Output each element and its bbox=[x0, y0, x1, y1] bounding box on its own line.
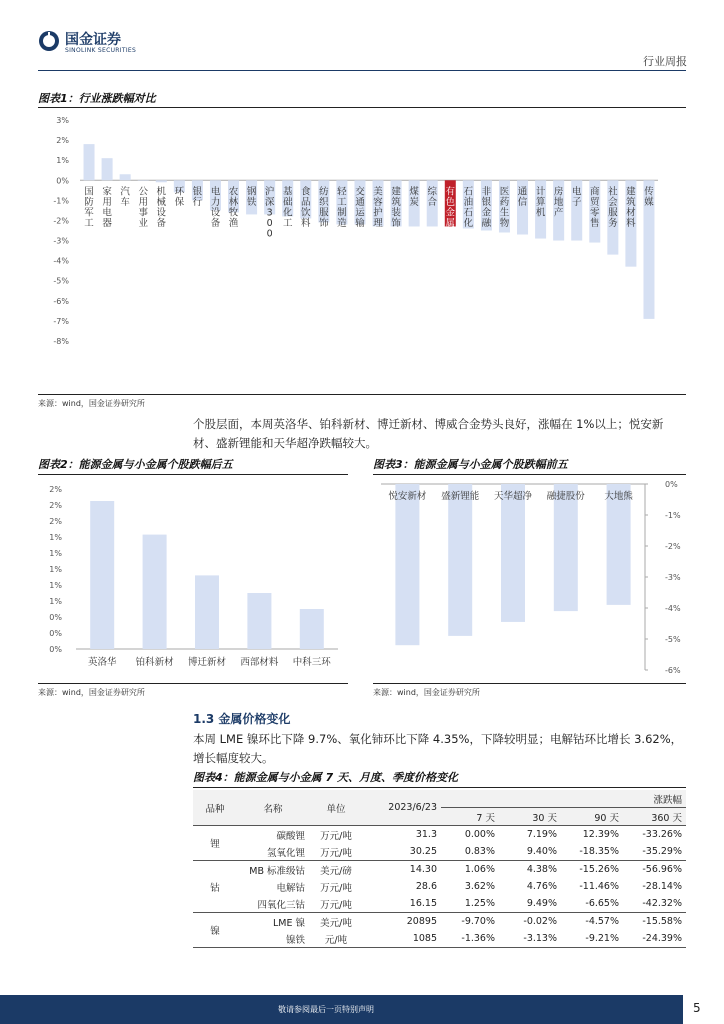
x-tick-label: 悦安新材 bbox=[388, 491, 427, 502]
x-tick-label: 机械设备 bbox=[156, 186, 167, 229]
fig1-source: 来源：wind，国金证券研究所 bbox=[38, 399, 145, 408]
logo bbox=[38, 28, 158, 54]
table-cell: LME 镍 bbox=[272, 917, 305, 929]
table-cell: MB 标准级钴 bbox=[249, 865, 305, 877]
bar bbox=[195, 575, 219, 649]
fig3-title: 图表3：能源金属与小金属个股跌幅前五 bbox=[373, 458, 568, 471]
y-tick-label: -5% bbox=[53, 276, 69, 286]
table-cell: 28.6 bbox=[415, 881, 437, 892]
table-cell: 万元/吨 bbox=[309, 843, 363, 861]
report-type: 行业周报 bbox=[643, 55, 687, 68]
x-tick-label: 医药生物 bbox=[499, 186, 510, 229]
bar bbox=[143, 535, 167, 649]
fig1-source-rule bbox=[38, 394, 686, 395]
fig3-source: 来源：wind，国金证券研究所 bbox=[373, 688, 480, 697]
fig1-title: 图表1：行业涨跌幅对比 bbox=[38, 92, 156, 105]
fig3-title-rule bbox=[373, 474, 686, 475]
col-header-group: 涨跌幅 bbox=[441, 790, 686, 808]
y-tick-label: -3% bbox=[53, 236, 69, 246]
table-cell: 电解钴 bbox=[276, 882, 305, 894]
table-row bbox=[193, 878, 686, 895]
table-cell: -9.21% bbox=[561, 930, 623, 948]
y-tick-label: 0% bbox=[49, 629, 62, 638]
table-row bbox=[193, 861, 686, 879]
table-cell: -35.29% bbox=[623, 843, 686, 861]
col-header: 名称 bbox=[237, 790, 309, 826]
table-cell: 16.15 bbox=[363, 895, 441, 913]
table-cell: -1.36% bbox=[441, 930, 499, 948]
category-cell: 锂 bbox=[193, 826, 237, 861]
fig4-title-rule bbox=[193, 787, 686, 788]
fig2-chart bbox=[38, 478, 348, 678]
bar bbox=[395, 484, 419, 645]
x-tick-label: 钢铁 bbox=[246, 186, 257, 208]
x-tick-label: 商贸零售 bbox=[590, 186, 600, 229]
fig2-title: 图表2：能源金属与小金属个股跌幅后五 bbox=[38, 458, 233, 471]
y-tick-label: -5% bbox=[665, 635, 681, 644]
x-tick-label: 美容护理 bbox=[373, 186, 383, 229]
x-tick-label: 基础化工 bbox=[282, 186, 293, 229]
logo-mark-icon bbox=[38, 30, 60, 52]
x-tick-label: 传媒 bbox=[644, 186, 654, 208]
bar bbox=[554, 484, 578, 611]
table-cell: 9.49% bbox=[499, 895, 561, 913]
table-cell: -15.58% bbox=[642, 916, 682, 927]
table-row bbox=[193, 843, 686, 861]
category-cell: 钴 bbox=[193, 861, 237, 913]
x-tick-label: 食品饮料 bbox=[301, 186, 311, 229]
section-text: 本周 LME 镍环比下降 9.7%、氧化铈环比下降 4.35%，下降较明显；电解钴环比增长 3.62%，增长幅度较大。 bbox=[193, 732, 683, 765]
y-tick-label: 0% bbox=[56, 176, 69, 186]
table-cell: 14.30 bbox=[409, 864, 437, 875]
bar bbox=[156, 180, 167, 182]
y-tick-label: 1% bbox=[49, 533, 62, 542]
fig3-chart bbox=[373, 476, 686, 680]
table-cell: 30.25 bbox=[363, 843, 441, 861]
bar bbox=[247, 593, 271, 649]
col-header: 360 天 bbox=[623, 808, 686, 826]
y-tick-label: -2% bbox=[665, 542, 681, 551]
table-cell: 12.39% bbox=[582, 829, 619, 840]
page-number: 5 bbox=[693, 1001, 701, 1015]
x-tick-label: 建筑装饰 bbox=[391, 186, 401, 229]
y-tick-label: -6% bbox=[665, 666, 681, 675]
y-tick-label: 1% bbox=[49, 581, 62, 590]
x-tick-label: 电子 bbox=[571, 186, 582, 208]
price-table bbox=[193, 790, 686, 948]
table-cell: 碳酸锂 bbox=[276, 830, 305, 842]
table-cell: 9.40% bbox=[499, 843, 561, 861]
table-cell: -11.46% bbox=[579, 881, 619, 892]
table-cell: -18.35% bbox=[561, 843, 623, 861]
y-tick-label: 1% bbox=[56, 156, 69, 166]
col-header: 品种 bbox=[193, 790, 237, 826]
bar bbox=[448, 484, 472, 636]
y-tick-label: -3% bbox=[665, 573, 681, 582]
x-tick-label: 有色金属 bbox=[445, 186, 456, 229]
x-tick-label: 融捷股份 bbox=[546, 491, 585, 502]
col-header: 90 天 bbox=[561, 808, 623, 826]
x-tick-label: 通信 bbox=[517, 186, 528, 208]
table-row bbox=[193, 895, 686, 913]
y-tick-label: 0% bbox=[49, 645, 62, 654]
table-cell: 美元/吨 bbox=[320, 917, 352, 929]
col-header: 2023/6/23 bbox=[363, 790, 441, 826]
bar bbox=[607, 484, 631, 605]
table-cell: -4.57% bbox=[585, 916, 619, 927]
fig1-chart bbox=[38, 110, 686, 395]
col-header: 单位 bbox=[309, 790, 363, 826]
table-cell: 万元/吨 bbox=[320, 882, 352, 894]
table-cell: -3.13% bbox=[499, 930, 561, 948]
table-cell: -33.26% bbox=[642, 829, 682, 840]
x-tick-label: 沪深 3 0 0 bbox=[264, 186, 275, 240]
table-cell: -15.26% bbox=[579, 864, 619, 875]
x-tick-label: 计算机 bbox=[535, 186, 546, 219]
table-cell: 20895 bbox=[406, 916, 437, 927]
y-tick-label: 1% bbox=[49, 565, 62, 574]
x-tick-label: 非银金融 bbox=[481, 186, 492, 229]
y-tick-label: -1% bbox=[665, 511, 681, 520]
y-tick-label: 3% bbox=[56, 116, 69, 125]
table-cell: 氢氧化锂 bbox=[237, 843, 309, 861]
x-tick-label: 电力设备 bbox=[210, 186, 221, 229]
x-tick-label: 天华超净 bbox=[493, 491, 533, 502]
y-tick-label: -1% bbox=[53, 196, 69, 206]
footer-disclaimer: 敬请参阅最后一页特别声明 bbox=[278, 1005, 374, 1014]
fig3-source-rule bbox=[373, 683, 686, 684]
y-tick-label: 2% bbox=[49, 485, 62, 494]
x-tick-label: 轻工制造 bbox=[337, 186, 347, 229]
category-cell: 镍 bbox=[193, 913, 237, 948]
table-cell: 1.06% bbox=[464, 864, 495, 875]
bar bbox=[501, 484, 525, 622]
x-tick-label: 煤炭 bbox=[409, 186, 419, 208]
table-cell: 四氧化三钴 bbox=[237, 895, 309, 913]
table-cell: 7.19% bbox=[526, 829, 557, 840]
fig1-title-rule bbox=[38, 107, 686, 108]
table-cell: 0.83% bbox=[441, 843, 499, 861]
table-cell: -6.65% bbox=[561, 895, 623, 913]
x-tick-label: 银行 bbox=[192, 186, 203, 208]
table-cell: 镍铁 bbox=[237, 930, 309, 948]
table-cell: -9.70% bbox=[461, 916, 495, 927]
table-cell: 0.00% bbox=[464, 829, 495, 840]
table-cell: 3.62% bbox=[464, 881, 495, 892]
y-tick-label: 0% bbox=[665, 480, 678, 489]
logo-subtext: SINOLINK SECURITIES bbox=[65, 47, 137, 54]
bar bbox=[138, 180, 149, 181]
table-row bbox=[193, 930, 686, 948]
table-cell: 万元/吨 bbox=[320, 830, 352, 842]
y-tick-label: 2% bbox=[49, 517, 62, 526]
header-rule bbox=[38, 70, 686, 71]
x-tick-label: 铂科新材 bbox=[135, 657, 174, 668]
y-tick-label: -7% bbox=[53, 316, 69, 326]
table-cell: 万元/吨 bbox=[309, 895, 363, 913]
table-cell: 31.3 bbox=[415, 829, 437, 840]
table-cell: 4.38% bbox=[526, 864, 557, 875]
fig2-source: 来源：wind，国金证券研究所 bbox=[38, 688, 145, 697]
x-tick-label: 农林牧渔 bbox=[228, 186, 239, 229]
bar bbox=[84, 144, 95, 180]
x-tick-label: 公用事业 bbox=[138, 186, 148, 229]
bar bbox=[102, 158, 113, 180]
table-cell: -42.32% bbox=[623, 895, 686, 913]
fig2-title-rule bbox=[38, 474, 348, 475]
table-cell: -0.02% bbox=[523, 916, 557, 927]
fig4-title: 图表4：能源金属与小金属 7 天、月度、季度价格变化 bbox=[193, 771, 458, 784]
table-cell: 美元/磅 bbox=[320, 865, 352, 877]
x-tick-label: 西部材料 bbox=[240, 657, 279, 668]
paragraph-stocks: 个股层面，本周英洛华、铂科新材、博迁新材、博威合金势头良好，涨幅在 1%以上；悦安新材、盛新锂能和天华超净跌幅较大。 bbox=[193, 417, 664, 450]
y-tick-label: 2% bbox=[49, 501, 62, 510]
x-tick-label: 社会服务 bbox=[608, 186, 618, 229]
bar bbox=[120, 174, 131, 180]
table-row bbox=[193, 913, 686, 931]
x-tick-label: 综合 bbox=[427, 186, 437, 208]
y-tick-label: -4% bbox=[665, 604, 681, 613]
table-body bbox=[193, 826, 686, 948]
section-title: 1.3 金属价格变化 bbox=[193, 712, 291, 726]
x-tick-label: 建筑材料 bbox=[626, 186, 636, 229]
price-table-grid bbox=[193, 790, 686, 948]
col-header: 7 天 bbox=[441, 808, 499, 826]
y-tick-label: 2% bbox=[56, 136, 69, 146]
x-tick-label: 纺织服饰 bbox=[319, 186, 329, 229]
table-cell: 元/吨 bbox=[309, 930, 363, 948]
fig2-source-rule bbox=[38, 683, 348, 684]
y-tick-label: 0% bbox=[49, 613, 62, 622]
x-tick-label: 家用电器 bbox=[102, 186, 112, 229]
y-tick-label: 1% bbox=[49, 549, 62, 558]
y-tick-label: -8% bbox=[53, 337, 69, 346]
x-tick-label: 环保 bbox=[174, 186, 185, 208]
x-tick-label: 英洛华 bbox=[87, 657, 117, 668]
table-row bbox=[193, 826, 686, 844]
table-cell: -24.39% bbox=[623, 930, 686, 948]
table-header-top-row bbox=[193, 790, 686, 808]
x-tick-label: 中科三环 bbox=[292, 657, 331, 668]
y-tick-label: -4% bbox=[53, 256, 69, 266]
table-cell: 1085 bbox=[363, 930, 441, 948]
x-tick-label: 博迁新材 bbox=[187, 657, 227, 668]
table-cell: -28.14% bbox=[642, 881, 682, 892]
x-tick-label: 交通运输 bbox=[355, 186, 365, 229]
table-cell: 1.25% bbox=[441, 895, 499, 913]
bar bbox=[90, 501, 114, 649]
x-tick-label: 汽车 bbox=[120, 186, 130, 208]
x-tick-label: 盛新锂能 bbox=[441, 491, 480, 502]
y-tick-label: 1% bbox=[49, 597, 62, 606]
table-cell: 4.76% bbox=[526, 881, 557, 892]
y-tick-label: -6% bbox=[53, 296, 69, 306]
table-cell: -56.96% bbox=[642, 864, 682, 875]
col-header: 30 天 bbox=[499, 808, 561, 826]
x-tick-label: 大地熊 bbox=[604, 491, 633, 502]
x-tick-label: 房地产 bbox=[553, 186, 564, 219]
x-tick-label: 石油石化 bbox=[463, 186, 474, 229]
x-tick-label: 国防军工 bbox=[84, 186, 94, 229]
bar bbox=[300, 609, 324, 649]
y-tick-label: -2% bbox=[53, 216, 69, 226]
logo-text: 国金证券 bbox=[65, 32, 121, 48]
